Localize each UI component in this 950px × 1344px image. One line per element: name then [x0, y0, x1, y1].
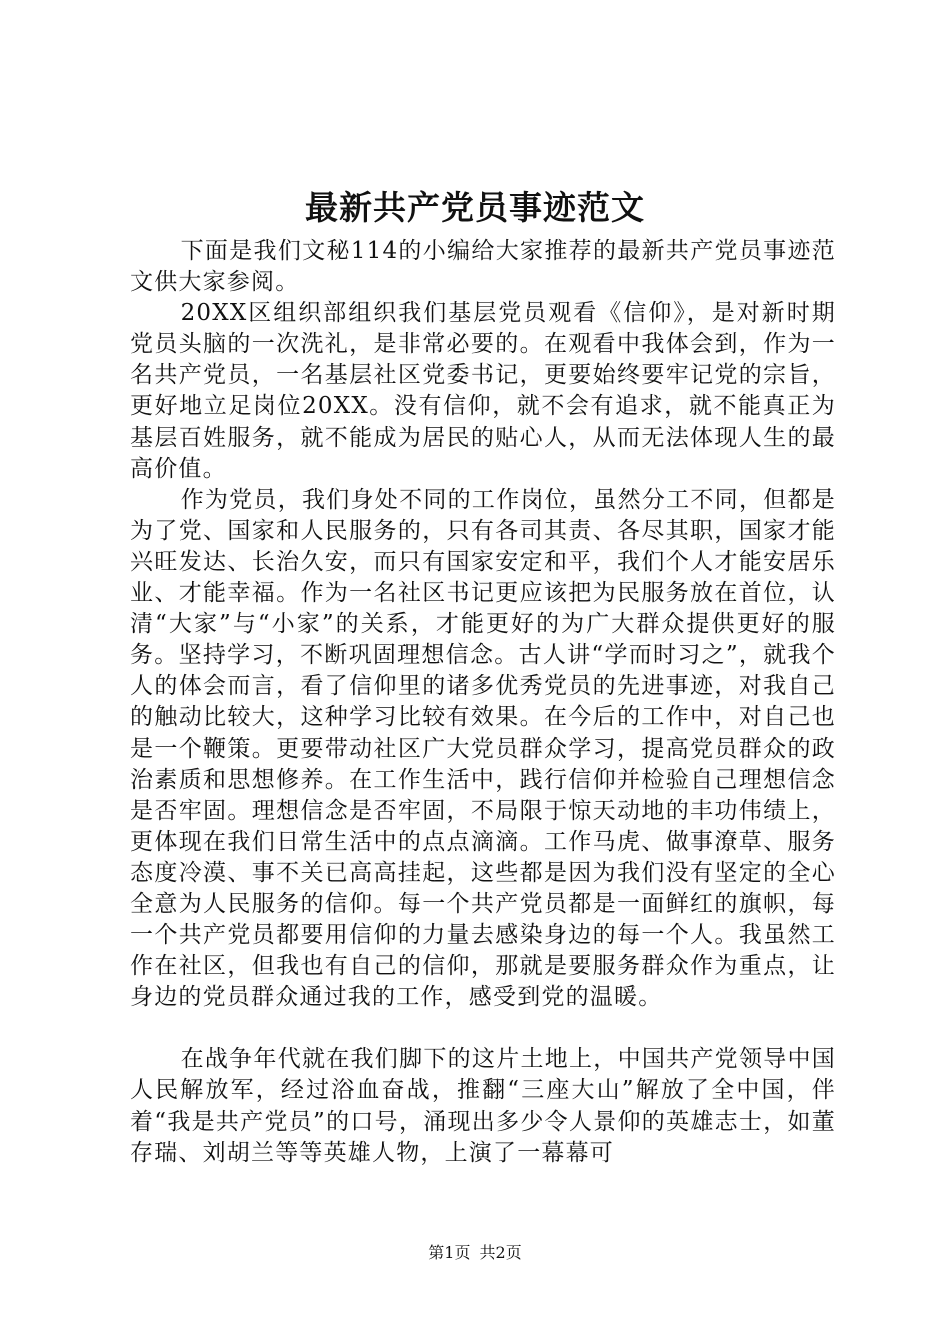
paragraph-faith-viewing: 20XX区组织部组织我们基层党员观看《信仰》，是对新时期党员头脑的一次洗礼，是非常必要的。在观看中我体会到，作为一名共产党员，一名基层社区党委书记，更要始终要牢记党的宗旨，更好地立足岗位20XX。没有信仰，就不会有追求，就不能真正为基层百姓服务，就不能成为居民的贴心人，从而无法体现人生的最高价值。 [130, 300, 836, 482]
paragraph-spacer [130, 1013, 836, 1044]
paragraph-intro: 下面是我们文秘114的小编给大家推荐的最新共产党员事迹范文供大家参阅。 [130, 238, 836, 296]
document-body [130, 236, 836, 1169]
page-number: 第1页 [428, 1243, 471, 1262]
paragraph-party-member-duty: 作为党员，我们身处不同的工作岗位，虽然分工不同，但都是为了党、国家和人民服务的，只有各司其责、各尽其职，国家才能兴旺发达、长治久安，而只有国家安定和平，我们个人才能安居乐业、才能幸福。作为一名社区书记更应该把为民服务放在首位，认清“大家”与“小家”的关系，才能更好的为广大群众提供更好的服务。坚持学习，不断巩固理想信念。古人讲“学而时习之”，就我个人的体会而言，看了信仰里的诸多优秀党员的先进事迹，对我自己的触动比较大，这种学习比较有效果。在今后的工作中，对自己也是一个鞭策。更要带动社区广大党员群众学习，提高党员群众的政治素质和思想修养。在工作生活中，践行信仰并检验自己理想信念是否牢固。理想信念是否牢固，不局限于惊天动地的丰功伟绩上，更体现在我们日常生活中的点点滴滴。工作马虎、做事潦草、服务态度冷漠、事不关已高高挂起，这些都是因为我们没有坚定的全心全意为人民服务的信仰。每一个共产党员都是一面鲜红的旗帜，每一个共产党员都要用信仰的力量去感染身边的每一个人。我虽然工作在社区，但我也有自己的信仰，那就是要服务群众作为重点，让身边的党员群众通过我的工作，感受到党的温暖。 [130, 486, 836, 1011]
page-total: 共2页 [479, 1243, 522, 1262]
document-title: 最新共产党员事迹范文 [305, 188, 645, 227]
paragraph-war-years: 在战争年代就在我们脚下的这片土地上，中国共产党领导中国人民解放军，经过浴血奋战，推翻“三座大山”解放了全中国，伴着“我是共产党员”的口号，涌现出多少令人景仰的英雄志士，如董存瑞、刘胡兰等等英雄人物，上演了一幕幕可 [130, 1046, 836, 1166]
page-footer [0, 1242, 950, 1264]
